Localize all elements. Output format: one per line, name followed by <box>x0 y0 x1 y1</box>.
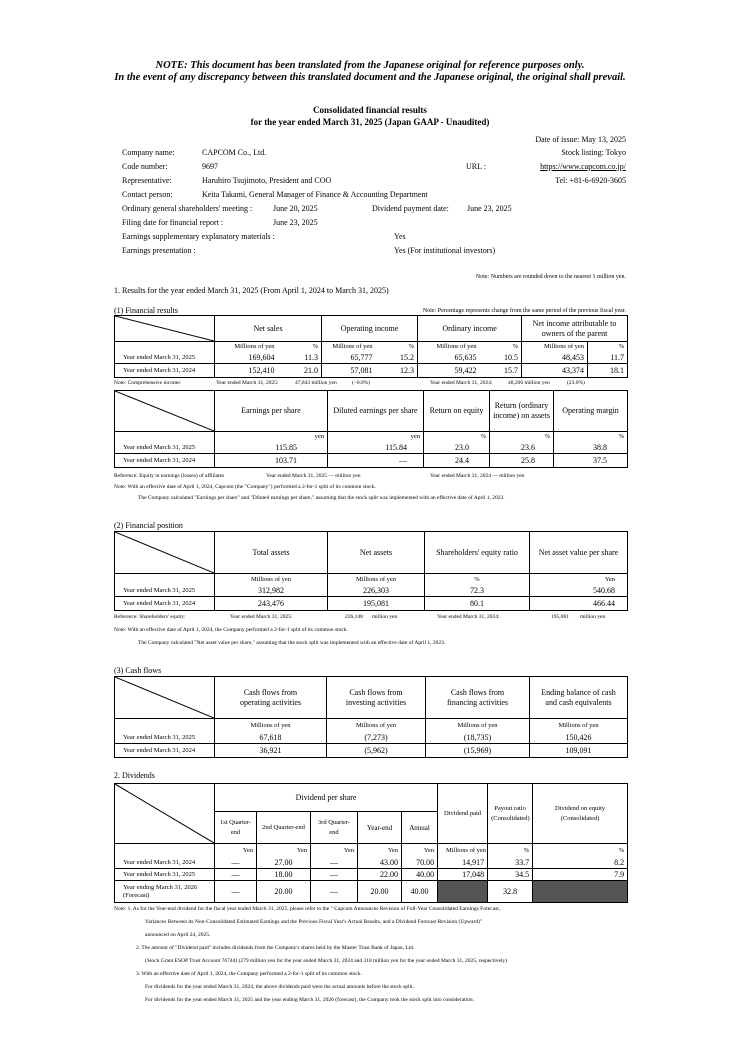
document-title <box>0 104 740 128</box>
title-line-2: for the year ended March 31, 2025 (Japan GAAP - Unaudited) <box>250 117 490 127</box>
header-operating-income: Operating income <box>322 316 418 342</box>
cell: (5,962) <box>327 744 426 758</box>
dividend-payment-label: Dividend payment date: <box>372 204 449 213</box>
unit-cell: Yen <box>215 844 257 857</box>
header-dividend-on-equity: Dividend on equity (Consolidated) <box>533 784 628 844</box>
table-row <box>115 364 628 378</box>
diagonal-header-cell <box>115 391 215 432</box>
cell: 23.0 <box>424 442 490 454</box>
cell: 18.00 <box>257 869 311 881</box>
dividends-table <box>114 783 628 903</box>
unit-cell: % <box>424 432 490 442</box>
header-2nd-quarter: 2nd Quarter-end <box>257 812 311 844</box>
unit-cell: % <box>408 343 415 351</box>
table-row <box>115 869 628 881</box>
cell: 243,476 <box>215 597 328 611</box>
split-note-1: Note: With an effective date of April 1, 2024, Capcom (the "Company") performed a 2-for-1 split of its common stock. <box>114 484 376 490</box>
telephone: Tel: +81-6-6920-3605 <box>555 176 626 185</box>
cell: 21.0 <box>278 364 322 378</box>
table-row <box>115 442 628 454</box>
cell: 14,917 <box>438 857 488 869</box>
unit-cell: Millions of yen <box>438 844 488 857</box>
contact-label: Contact person: <box>122 190 173 199</box>
cell: 226,303 <box>328 585 425 597</box>
row-label: Year ending March 31, 2026 (Forecast) <box>115 881 215 903</box>
cell: 40.00 <box>402 881 438 903</box>
cell: 20.00 <box>257 881 311 903</box>
dividend-note-1b: Variances Between its Non-Consolidated Estimated Earnings and the Previous Fiscal Year's Actual Results, and a Dividend Forecast Revision (Upward)" <box>145 919 483 925</box>
header-ending-cash: Ending balance of cash and cash equivalents <box>530 677 628 719</box>
code-number-label: Code number: <box>122 162 168 171</box>
comp-income-2024-value: 48,206 million yen <box>508 380 550 386</box>
cell: 15.7 <box>480 364 522 378</box>
row-label: Year ended March 31, 2025 <box>115 585 215 597</box>
dividend-note-3a: 3. With an effective date of April 1, 2024, the Company performed a 2-for-1 split of its common stock. <box>136 971 362 977</box>
agm-date: June 20, 2025 <box>273 204 318 213</box>
affiliates-label: Reference: Equity in earnings (losses) of affiliates <box>114 473 225 479</box>
shaded-cell <box>438 881 488 903</box>
header-nav-per-share: Net asset value per share <box>530 532 628 574</box>
unit-cell: Millions of yen <box>327 719 426 732</box>
equity-2025-unit: million yen <box>372 614 398 620</box>
unit-cell: Millions of yen <box>418 342 480 352</box>
cell: 7.9 <box>533 869 628 881</box>
row-label: Year ended March 31, 2025 <box>115 732 215 744</box>
header-year-end: Year-end <box>358 812 402 844</box>
header-equity-ratio: Shareholders' equity ratio <box>425 532 530 574</box>
cell: 312,982 <box>215 585 328 597</box>
unit-cell: Yen <box>402 844 438 857</box>
cell: 20.00 <box>358 881 402 903</box>
cell: 24.4 <box>424 454 490 468</box>
cell: 18.1 <box>588 364 628 378</box>
cell: 57,081 <box>322 364 376 378</box>
cell: 103.71 <box>215 454 328 468</box>
unit-cell: % <box>588 342 628 352</box>
financial-results-title: (1) Financial results <box>114 306 178 315</box>
affiliates-2024: Year ended March 31, 2024 — million yen <box>430 473 525 479</box>
unit-cell: yen <box>328 432 424 442</box>
header-1st-quarter: 1st Quarter-end <box>215 812 257 844</box>
equity-2024-unit: million yen <box>580 614 606 620</box>
row-label: Year ended March 31, 2024 <box>115 597 215 611</box>
unit-cell: Yen <box>257 844 311 857</box>
unit-cell: Millions of yen <box>215 719 327 732</box>
cell: 40.00 <box>402 869 438 881</box>
cell: 15.2 <box>400 352 415 362</box>
financial-results-table <box>114 315 628 378</box>
cash-flows-title: (3) Cash flows <box>114 666 162 675</box>
cell: 80.1 <box>425 597 530 611</box>
url-label: URL : <box>466 162 486 171</box>
cell: 37.5 <box>554 454 628 468</box>
row-label: Year ended March 31, 2024 <box>115 454 215 468</box>
contact-person: Keita Takami, General Manager of Finance & Accounting Department <box>202 190 428 199</box>
shaded-cell <box>533 881 628 903</box>
header-total-assets: Total assets <box>215 532 328 574</box>
unit-cell: Millions of yen <box>426 719 530 732</box>
translation-notice <box>0 60 740 84</box>
comprehensive-income-label: Note: Comprehensive income: <box>114 380 182 386</box>
header-payout-ratio: Payout ratio (Consolidated) <box>488 784 533 844</box>
comp-income-2024-label: Year ended March 31, 2024: <box>430 380 493 386</box>
diagonal-header-cell <box>115 316 215 342</box>
cell: 115.85 <box>215 442 328 454</box>
comp-income-2025-pct: (−0.8%) <box>352 380 371 386</box>
cell: 34.5 <box>488 869 533 881</box>
header-roa: Return (ordinary income) on assets <box>490 391 554 432</box>
section-1-title: 1. Results for the year ended March 31, 2025 (From April 1, 2024 to March 31, 2025) <box>114 286 389 295</box>
header-financing-cf: Cash flows from financing activities <box>426 677 530 719</box>
cell: 150,426 <box>530 732 628 744</box>
header-3rd-quarter: 3rd Quarter-end <box>311 812 358 844</box>
fp-note-2: The Company calculated "Net asset value per share," assuming that the stock split was implemented with an effective date of April 1, 2023. <box>138 640 446 646</box>
cell: — <box>328 454 424 468</box>
table-row <box>115 352 628 364</box>
supplementary-value: Yes <box>394 232 406 241</box>
header-eps: Earnings per share <box>215 391 328 432</box>
header-roe: Return on equity <box>424 391 490 432</box>
cell: 36,921 <box>215 744 327 758</box>
unit-cell: % <box>425 574 530 585</box>
cell: 152,410 <box>215 364 278 378</box>
cell: 65,777 <box>322 352 376 364</box>
agm-label: Ordinary general shareholders' meeting : <box>122 204 253 213</box>
cell: 8.2 <box>533 857 628 869</box>
unit-cell: Millions of yen <box>215 342 278 352</box>
cell: 25.8 <box>490 454 554 468</box>
cell: 43.00 <box>358 857 402 869</box>
equity-2024-value: 195,081 <box>551 614 569 620</box>
unit-cell: Yen <box>311 844 358 857</box>
comp-income-2024-pct: (23.0%) <box>567 380 585 386</box>
cell: 195,081 <box>328 597 425 611</box>
cell: — <box>311 881 358 903</box>
presentation-label: Earnings presentation : <box>122 246 196 255</box>
row-label: Year ended March 31, 2025 <box>115 869 215 881</box>
cell: 169,604 <box>215 352 278 364</box>
header-dividend-paid: Dividend paid <box>438 784 488 844</box>
header-net-assets: Net assets <box>328 532 425 574</box>
unit-cell: Millions of yen <box>522 342 588 352</box>
equity-2025-label: Year ended March 31, 2025: <box>230 614 293 620</box>
table-row <box>115 585 628 597</box>
cell: 23.6 <box>490 442 554 454</box>
cell: — <box>215 881 257 903</box>
company-url-link[interactable]: https://www.capcom.co.jp/ <box>540 162 626 171</box>
cell: 466.44 <box>530 597 628 611</box>
table-row <box>115 857 628 869</box>
cell: — <box>311 857 358 869</box>
cell: 38.8 <box>554 442 628 454</box>
row-label: Year ended March 31, 2024 <box>115 857 215 869</box>
cell: 67,618 <box>215 732 327 744</box>
unit-cell: Millions of yen <box>322 342 376 352</box>
rounding-note: Note: Numbers are rounded down to the nearest 1 million yen. <box>475 274 626 280</box>
header-operating-margin: Operating margin <box>554 391 628 432</box>
financial-position-table <box>114 531 628 611</box>
cell: 12.3 <box>376 364 418 378</box>
cell: 109,091 <box>530 744 628 758</box>
row-label: Year ended March 31, 2024 <box>115 744 215 758</box>
dividend-note-3c: For dividends for the year ended March 31, 2025 and the year ending March 31, 2026 (forecast), the Company took the stock split into consideration. <box>145 997 475 1003</box>
dividends-title: 2. Dividends <box>114 771 155 780</box>
cell: 17,048 <box>438 869 488 881</box>
unit-cell: % <box>312 343 319 351</box>
unit-cell: yen <box>215 432 328 442</box>
cell: 115.84 <box>328 442 424 454</box>
table-row <box>115 732 628 744</box>
diagonal-header-cell <box>115 532 215 574</box>
header-net-income: Net income attributable to owners of the parent <box>522 316 628 342</box>
cell: (18,735) <box>426 732 530 744</box>
comp-income-2025-value: 47,843 million yen <box>295 380 337 386</box>
cell: 48,453 <box>522 352 588 364</box>
equity-2024-label: Year ended March 31, 2024: <box>437 614 500 620</box>
split-note-2: The Company calculated "Earnings per share" and "Diluted earnings per share," assuming that the stock split was implemented with an effective date of April 1, 2023. <box>138 495 505 501</box>
cell: 22.00 <box>358 869 402 881</box>
cell: 33.7 <box>488 857 533 869</box>
dividend-payment-date: June 23, 2025 <box>467 204 512 213</box>
header-dividend-per-share: Dividend per share <box>215 784 438 812</box>
table-row <box>115 744 628 758</box>
cell: 11.3 <box>304 352 319 362</box>
shareholders-equity-label: Reference: Shareholders' equity: <box>114 614 186 620</box>
unit-cell: Millions of yen <box>328 574 425 585</box>
cell: 540.68 <box>530 585 628 597</box>
company-name-label: Company name: <box>122 148 175 157</box>
table-row <box>115 597 628 611</box>
cell: 43,374 <box>522 364 588 378</box>
equity-2025-value: 226,148 <box>345 614 363 620</box>
diagonal-header-cell <box>115 784 215 844</box>
presentation-value: Yes (For institutional investors) <box>394 246 496 255</box>
cash-flows-table <box>114 676 628 758</box>
row-label: Year ended March 31, 2025 <box>115 442 215 454</box>
unit-cell: % <box>554 432 628 442</box>
unit-cell: % <box>488 844 533 857</box>
notice-line-2: In the event of any discrepancy between this translated document and the Japanese original, the original shall prevail. <box>114 72 626 83</box>
filing-label: Filing date for financial report : <box>122 218 224 227</box>
unit-cell: % <box>490 432 554 442</box>
dividend-note-1c: announced on April 24, 2025. <box>145 932 211 938</box>
title-line-1: Consolidated financial results <box>313 105 427 115</box>
financial-results-note: Note: Percentage represents change from the same period of the previous fiscal year. <box>422 308 626 314</box>
cell: (15,969) <box>426 744 530 758</box>
stock-listing: Stock listing: Tokyo <box>561 148 626 157</box>
unit-cell: Millions of yen <box>530 719 628 732</box>
dividend-note-2b: (Stock Grant ESOP Trust Account 76744) (279 million yen for the year ended March 31, 2024 and 318 million yen for the year ended March 31, 2025, respectively) <box>145 958 508 964</box>
cell: 32.8 <box>488 881 533 903</box>
cell: — <box>215 857 257 869</box>
cell: 27.00 <box>257 857 311 869</box>
representative-label: Representative: <box>122 176 172 185</box>
cell: 65,635 <box>418 352 480 364</box>
date-of-issue: Date of issue: May 13, 2025 <box>535 135 626 144</box>
eps-table <box>114 390 628 468</box>
table-row <box>115 454 628 468</box>
dividend-note-3b: For dividends for the year ended March 31, 2024, the above dividends paid were the actual amounts before the stock split. <box>145 984 414 990</box>
cell: (7,273) <box>327 732 426 744</box>
header-diluted-eps: Diluted earnings per share <box>328 391 424 432</box>
header-annual: Annual <box>402 812 438 844</box>
header-investing-cf: Cash flows from investing activities <box>327 677 426 719</box>
unit-cell: % <box>533 844 628 857</box>
affiliates-2025: Year ended March 31, 2025 — million yen <box>266 473 361 479</box>
cell: 72.3 <box>425 585 530 597</box>
notice-line-1: NOTE: This document has been translated from the Japanese original for reference purposes only. <box>155 60 585 71</box>
cell: — <box>215 869 257 881</box>
fp-note-1: Note: With an effective date of April 1, 2024, the Company performed a 2-for-1 split of its common stock. <box>114 627 348 633</box>
code-number: 9697 <box>202 162 218 171</box>
header-ordinary-income: Ordinary income <box>418 316 522 342</box>
cell: 10.5 <box>504 352 519 362</box>
row-label: Year ended March 31, 2024 <box>115 364 215 378</box>
cell: 70.00 <box>402 857 438 869</box>
comp-income-2025-label: Year ended March 31, 2025: <box>216 380 279 386</box>
cell: 59,422 <box>418 364 480 378</box>
cell: 11.7 <box>588 352 628 364</box>
representative: Haruhiro Tsujimoto, President and COO <box>202 176 332 185</box>
unit-cell: Yen <box>530 574 628 585</box>
unit-cell: Millions of yen <box>215 574 328 585</box>
diagonal-header-cell <box>115 677 215 719</box>
unit-cell: % <box>512 343 519 351</box>
header-net-sales: Net sales <box>215 316 322 342</box>
supplementary-label: Earnings supplementary explanatory materials : <box>122 232 275 241</box>
unit-cell: Yen <box>358 844 402 857</box>
filing-date: June 23, 2025 <box>273 218 318 227</box>
table-row <box>115 881 628 903</box>
header-operating-cf: Cash flows from operating activities <box>215 677 327 719</box>
dividend-note-2a: 2. The amount of "Dividend paid" includes dividends from the Company's shares held by the Master Trust Bank of Japan, Ltd. <box>136 945 415 951</box>
financial-position-title: (2) Financial position <box>114 521 183 530</box>
cell: — <box>311 869 358 881</box>
row-label: Year ended March 31, 2025 <box>115 352 215 364</box>
company-name: CAPCOM Co., Ltd. <box>202 148 267 157</box>
dividend-note-1a: Note: 1. As for the Year-end dividend for the fiscal year ended March 31, 2025, please refer to the " Capcom Announces Revision of Full-Year Consolidated Earnings Forecast, <box>114 906 501 912</box>
